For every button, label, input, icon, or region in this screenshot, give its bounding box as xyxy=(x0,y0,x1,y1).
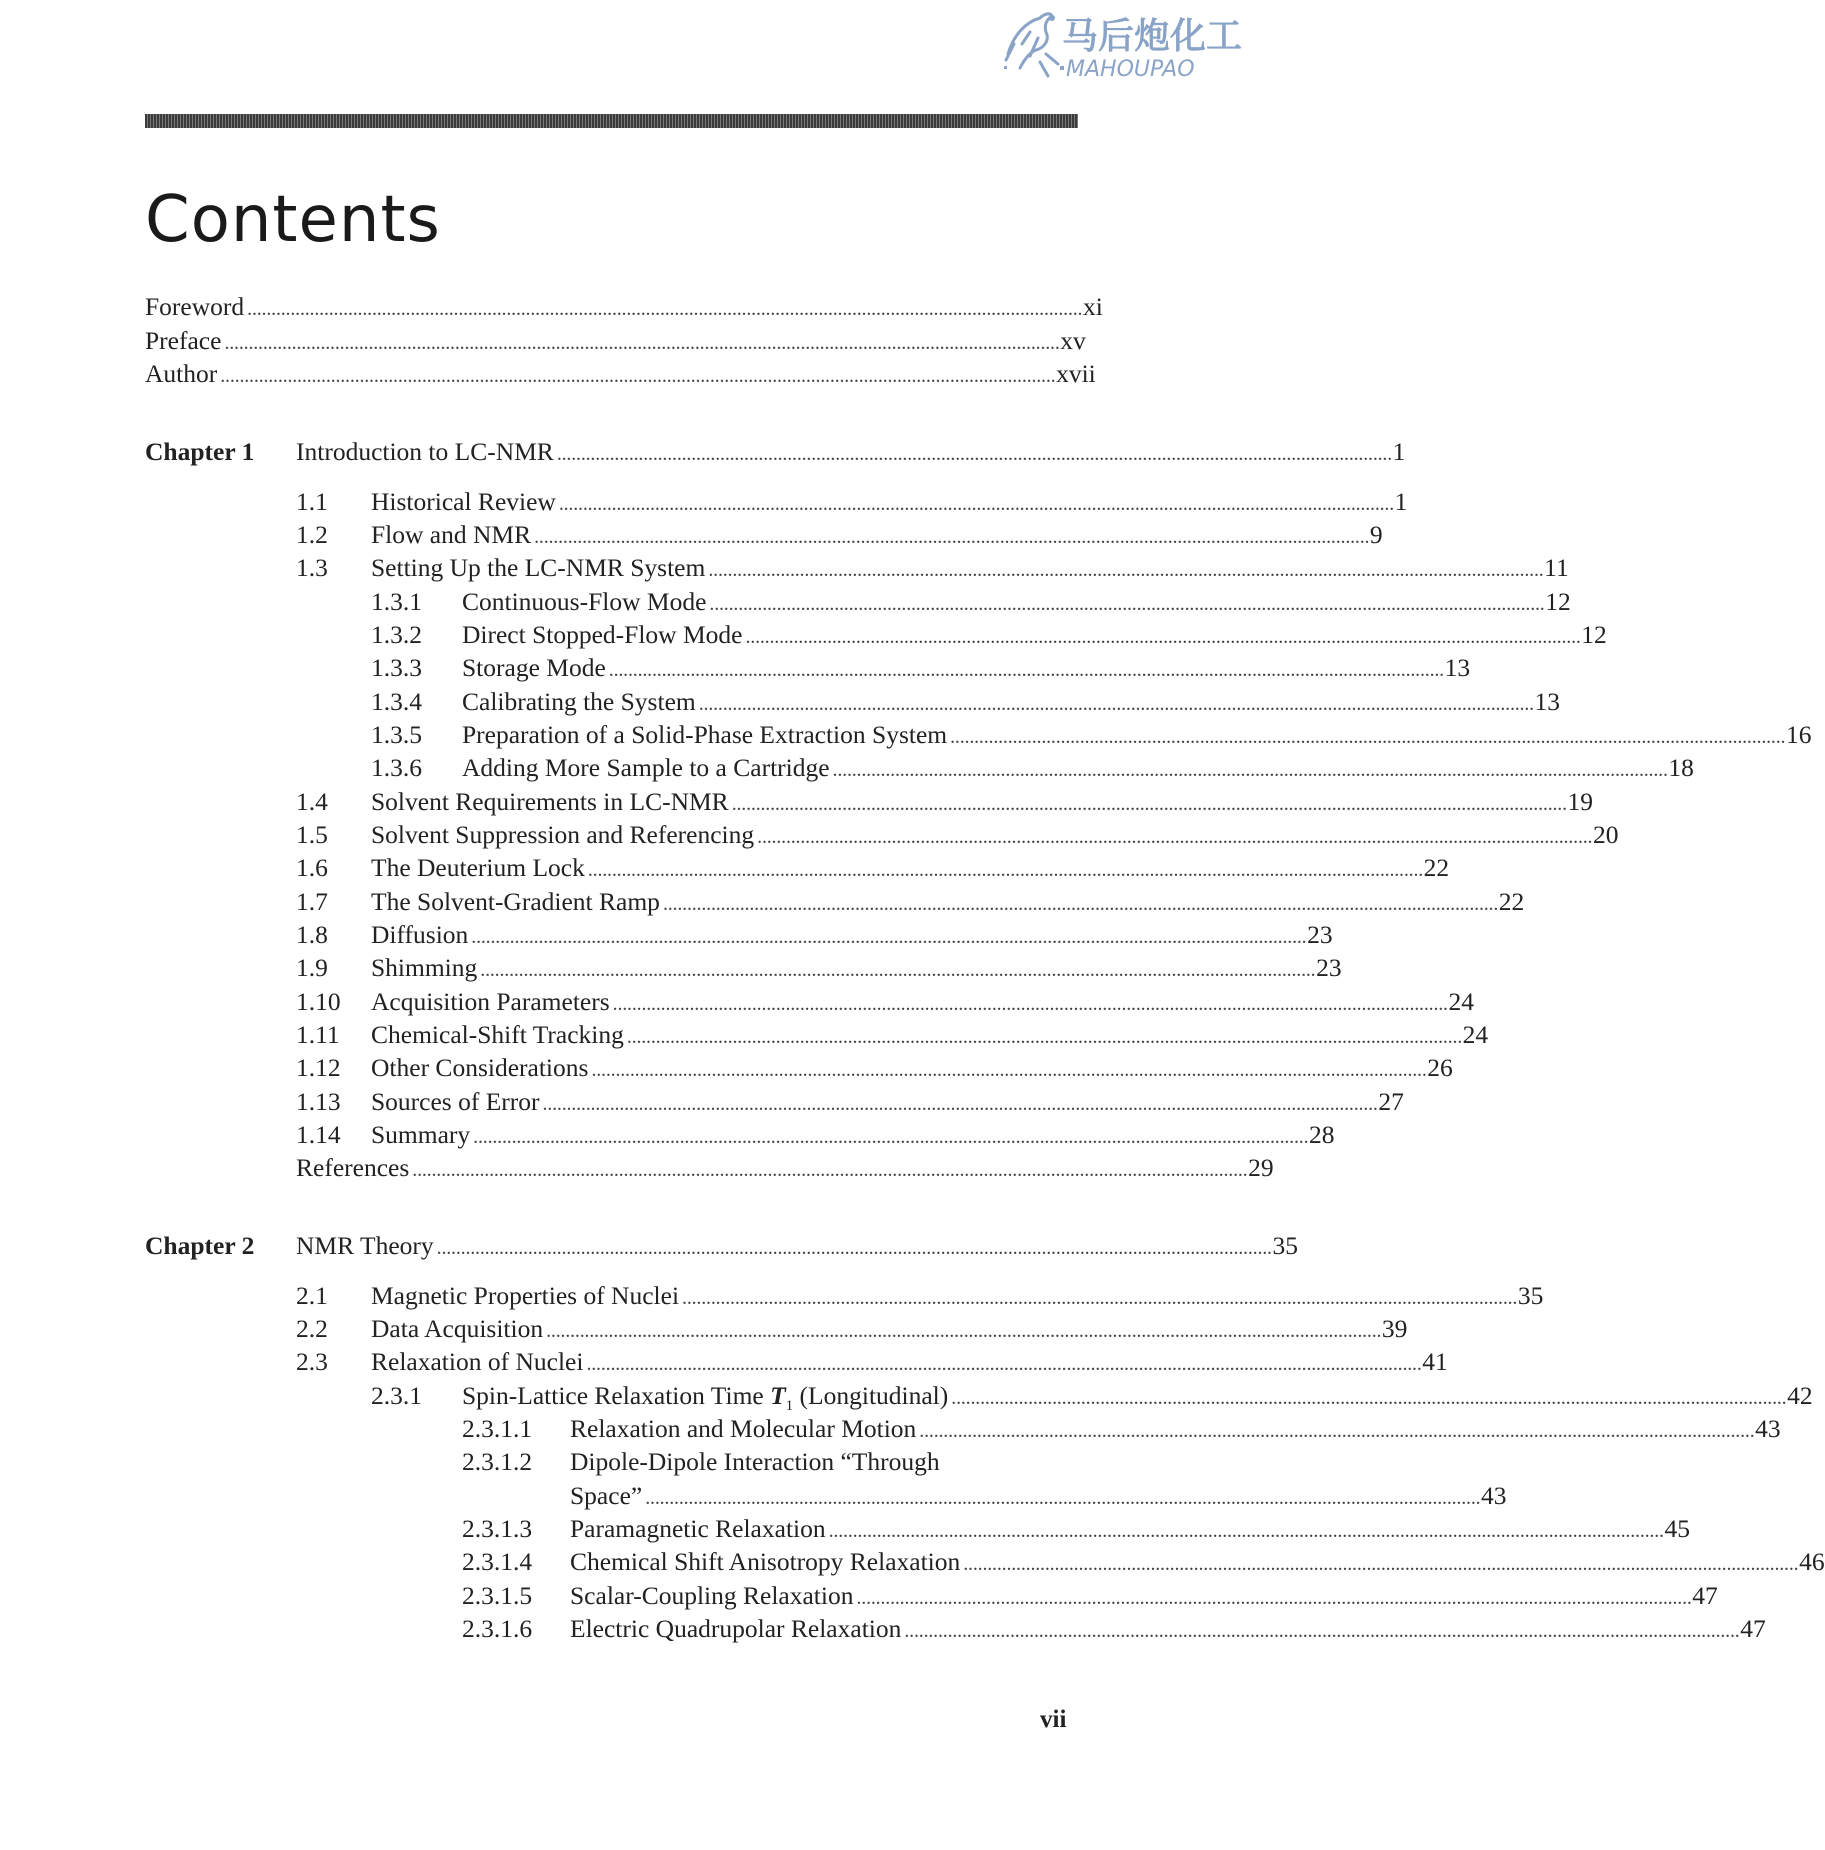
leader-dots xyxy=(757,818,1590,854)
toc-entry[interactable] xyxy=(296,851,1450,884)
entry-title: Author xyxy=(145,359,218,388)
leader-dots xyxy=(829,1512,1662,1548)
entry-page: 24 xyxy=(1448,987,1474,1016)
toc-entry[interactable] xyxy=(462,1612,1766,1645)
leader-dots xyxy=(732,785,1565,821)
entry-number: 2.1 xyxy=(296,1281,328,1310)
entry-number: 1.3.1 xyxy=(371,587,422,616)
entry-page: 42 xyxy=(1787,1381,1813,1410)
entry-page: 12 xyxy=(1581,620,1607,649)
entry-number: 1.4 xyxy=(296,787,328,816)
entry-page: 1 xyxy=(1392,437,1406,466)
leader-dots xyxy=(904,1612,1737,1648)
page-number: vii xyxy=(1040,1706,1067,1733)
entry-number: 2.3.1 xyxy=(371,1381,422,1410)
symbol-t: T xyxy=(770,1381,786,1410)
entry-page: 35 xyxy=(1272,1231,1298,1260)
entry-page: 19 xyxy=(1567,787,1593,816)
toc-entry-references[interactable] xyxy=(296,1151,1274,1184)
chapter-1-label: Chapter 1 xyxy=(145,437,255,466)
entry-title: Paramagnetic Relaxation xyxy=(570,1514,826,1543)
entry-page: 29 xyxy=(1248,1153,1274,1182)
toc-entry[interactable] xyxy=(462,1445,1079,1478)
entry-title: Diffusion xyxy=(371,920,469,949)
entry-title: Relaxation and Molecular Motion xyxy=(570,1414,917,1443)
entry-page: 24 xyxy=(1462,1020,1489,1049)
entry-page: 27 xyxy=(1378,1087,1404,1116)
toc-entry[interactable] xyxy=(371,751,1694,784)
entry-title: Preface xyxy=(145,326,222,355)
entry-number: 1.14 xyxy=(296,1120,341,1149)
leader-dots xyxy=(480,951,1313,987)
entry-number: 1.8 xyxy=(296,920,328,949)
leader-dots xyxy=(220,357,1053,393)
leader-dots xyxy=(557,435,1390,471)
entry-number: 2.3.1.6 xyxy=(462,1614,533,1643)
toc-entry[interactable] xyxy=(296,485,1408,518)
entry-number: 1.3 xyxy=(296,553,328,582)
entry-number: 2.3.1.3 xyxy=(462,1514,533,1543)
entry-title: Magnetic Properties of Nuclei xyxy=(371,1281,680,1310)
entry-page: 22 xyxy=(1498,887,1525,916)
entry-page: xi xyxy=(1082,292,1103,321)
entry-number: 2.3.1.1 xyxy=(462,1414,533,1443)
page-title: Contents xyxy=(145,183,441,257)
entry-page: 13 xyxy=(1534,687,1561,716)
leader-dots xyxy=(950,718,1783,754)
entry-number: 1.10 xyxy=(296,987,341,1016)
entry-title: Flow and NMR xyxy=(371,520,532,549)
entry-title: The Solvent-Gradient Ramp xyxy=(371,887,660,916)
leader-dots xyxy=(591,1051,1424,1087)
leader-dots xyxy=(699,685,1532,721)
leader-dots xyxy=(224,324,1057,360)
entry-page: 26 xyxy=(1427,1053,1453,1082)
entry-title: Chemical-Shift Tracking xyxy=(371,1020,624,1049)
leader-dots xyxy=(833,751,1666,787)
entry-page: xvii xyxy=(1056,359,1096,388)
entry-page: 11 xyxy=(1544,553,1569,582)
entry-page: 41 xyxy=(1422,1347,1448,1376)
entry-title: Preparation of a Solid-Phase Extraction System xyxy=(462,720,948,749)
entry-number: 1.3.2 xyxy=(371,620,422,649)
entry-title: Other Considerations xyxy=(371,1053,589,1082)
entry-title: NMR Theory xyxy=(296,1231,434,1260)
toc-entry[interactable] xyxy=(296,985,1474,1018)
entry-title: References xyxy=(296,1153,410,1182)
entry-page: 35 xyxy=(1517,1281,1544,1310)
entry-page: xv xyxy=(1060,326,1086,355)
entry-page: 43 xyxy=(1755,1414,1781,1443)
toc-entry[interactable] xyxy=(296,518,1383,551)
entry-number: 1.6 xyxy=(296,853,328,882)
toc-entry[interactable] xyxy=(296,918,1333,951)
toc-entry[interactable] xyxy=(371,585,1571,618)
leader-dots xyxy=(534,518,1367,554)
chapter-2-label: Chapter 2 xyxy=(145,1231,255,1260)
leader-dots xyxy=(627,1018,1460,1054)
toc-entry-chapter-2[interactable] xyxy=(296,1229,1298,1262)
entry-title: Solvent Suppression and Referencing xyxy=(371,820,755,849)
leader-dots xyxy=(709,585,1542,621)
entry-title: Setting Up the LC-NMR System xyxy=(371,553,706,582)
entry-page: 22 xyxy=(1423,853,1450,882)
toc-entry[interactable] xyxy=(296,1051,1453,1084)
entry-number: 1.5 xyxy=(296,820,328,849)
entry-number: 1.3.5 xyxy=(371,720,422,749)
toc-entry[interactable] xyxy=(296,1279,1544,1312)
entry-page: 12 xyxy=(1545,587,1571,616)
leader-dots xyxy=(745,618,1578,654)
entry-title: Solvent Requirements in LC-NMR xyxy=(371,787,729,816)
leader-dots xyxy=(588,851,1421,887)
entry-number: 1.3.3 xyxy=(371,653,422,682)
entry-title: Storage Mode xyxy=(462,653,606,682)
title-part: Spin-Lattice Relaxation Time xyxy=(462,1381,771,1410)
toc-entry[interactable] xyxy=(296,818,1619,851)
entry-number: 1.9 xyxy=(296,953,328,982)
leader-dots xyxy=(546,1312,1379,1348)
entry-number: 2.3.1.4 xyxy=(462,1547,533,1576)
entry-number: 1.1 xyxy=(296,487,328,516)
leader-dots xyxy=(586,1345,1419,1381)
entry-title: Summary xyxy=(371,1120,471,1149)
toc-entry[interactable] xyxy=(462,1412,1781,1445)
toc-entry[interactable] xyxy=(296,1345,1448,1378)
toc-entry[interactable] xyxy=(296,951,1342,984)
leader-dots xyxy=(682,1279,1515,1315)
toc-entry[interactable] xyxy=(371,718,1812,751)
entry-page: 9 xyxy=(1369,520,1383,549)
entry-number: 2.2 xyxy=(296,1314,328,1343)
entry-page: 43 xyxy=(1481,1481,1507,1510)
entry-title: Electric Quadrupolar Relaxation xyxy=(570,1614,902,1643)
leader-dots xyxy=(963,1545,1796,1581)
entry-number: 1.12 xyxy=(296,1053,341,1082)
entry-title: Foreword xyxy=(145,292,245,321)
leader-dots xyxy=(473,1118,1306,1154)
entry-page: 39 xyxy=(1381,1314,1408,1343)
entry-page: 13 xyxy=(1444,653,1471,682)
entry-title: Chemical Shift Anisotropy Relaxation xyxy=(570,1547,961,1576)
entry-number: 2.3.1.2 xyxy=(462,1447,533,1476)
toc-entry[interactable] xyxy=(462,1512,1690,1545)
entry-number: 1.2 xyxy=(296,520,328,549)
toc-entry-preface[interactable] xyxy=(145,324,1086,357)
toc-entry[interactable] xyxy=(462,1545,1825,1578)
entry-number: 1.11 xyxy=(296,1020,340,1049)
toc-entry[interactable] xyxy=(296,785,1593,818)
toc-entry[interactable] xyxy=(462,1579,1718,1612)
svg-text:MAHOUPAO: MAHOUPAO xyxy=(1066,57,1195,82)
toc-entry[interactable] xyxy=(296,551,1569,584)
leader-dots xyxy=(543,1085,1376,1121)
toc-entry-foreword[interactable] xyxy=(145,290,1103,323)
entry-number: 1.3.4 xyxy=(371,687,422,716)
leader-dots xyxy=(645,1479,1478,1515)
toc-entry[interactable] xyxy=(296,885,1525,918)
leader-dots xyxy=(856,1579,1689,1615)
entry-page: 23 xyxy=(1307,920,1333,949)
leader-dots xyxy=(247,290,1080,326)
toc-entry[interactable] xyxy=(296,1085,1404,1118)
leader-dots xyxy=(559,485,1392,521)
toc-entry[interactable] xyxy=(371,1379,1813,1415)
entry-title: Direct Stopped-Flow Mode xyxy=(462,620,743,649)
entry-page: 16 xyxy=(1785,720,1812,749)
svg-text:马后炮化工: 马后炮化工 xyxy=(1062,16,1243,57)
leader-dots xyxy=(663,885,1496,921)
subscript: 1 xyxy=(785,1398,794,1415)
entry-title: Relaxation of Nuclei xyxy=(371,1347,584,1376)
entry-page: 46 xyxy=(1799,1547,1825,1576)
entry-title: Data Acquisition xyxy=(371,1314,544,1343)
toc-entry[interactable] xyxy=(371,651,1471,684)
entry-number: 2.3 xyxy=(296,1347,328,1376)
toc-entry-chapter-1[interactable] xyxy=(296,435,1406,468)
title-part: (Longitudinal) xyxy=(793,1381,949,1410)
toc-entry[interactable] xyxy=(296,1118,1335,1151)
entry-page: 1 xyxy=(1394,487,1408,516)
leader-dots xyxy=(471,918,1304,954)
entry-page: 23 xyxy=(1316,953,1342,982)
toc-entry-author[interactable] xyxy=(145,357,1096,390)
entry-page: 45 xyxy=(1664,1514,1690,1543)
toc-entry[interactable] xyxy=(371,685,1561,718)
entry-page: 28 xyxy=(1308,1120,1335,1149)
entry-title: Sources of Error xyxy=(371,1087,540,1116)
toc-entry[interactable] xyxy=(296,1018,1489,1051)
entry-title: Space” xyxy=(570,1481,643,1510)
leader-dots xyxy=(951,1379,1784,1415)
entry-title: Scalar-Coupling Relaxation xyxy=(570,1581,854,1610)
entry-number: 1.13 xyxy=(296,1087,341,1116)
leader-dots xyxy=(919,1412,1752,1448)
entry-title: Historical Review xyxy=(371,487,556,516)
leader-dots xyxy=(609,651,1442,687)
entry-page: 47 xyxy=(1692,1581,1718,1610)
toc-entry-continuation[interactable] xyxy=(570,1479,1507,1512)
entry-number: 1.3.6 xyxy=(371,753,422,782)
entry-title: Adding More Sample to a Cartridge xyxy=(462,753,830,782)
entry-title: Introduction to LC-NMR xyxy=(296,437,554,466)
entry-page: 47 xyxy=(1740,1614,1766,1643)
entry-title: Acquisition Parameters xyxy=(371,987,610,1016)
leader-dots xyxy=(437,1229,1270,1265)
entry-page: 18 xyxy=(1668,753,1694,782)
entry-title: Shimming xyxy=(371,953,478,982)
toc-entry[interactable] xyxy=(296,1312,1408,1345)
entry-number: 1.7 xyxy=(296,887,328,916)
entry-title: Calibrating the System xyxy=(462,687,696,716)
entry-title: The Deuterium Lock xyxy=(371,853,585,882)
leader-dots xyxy=(613,985,1446,1021)
leader-dots xyxy=(412,1151,1245,1187)
entry-page: 20 xyxy=(1592,820,1619,849)
entry-number: 2.3.1.5 xyxy=(462,1581,533,1610)
entry-title: Dipole-Dipole Interaction “Through xyxy=(570,1447,940,1476)
leader-dots xyxy=(708,551,1541,587)
toc-entry[interactable] xyxy=(371,618,1607,651)
entry-title: Continuous-Flow Mode xyxy=(462,587,707,616)
